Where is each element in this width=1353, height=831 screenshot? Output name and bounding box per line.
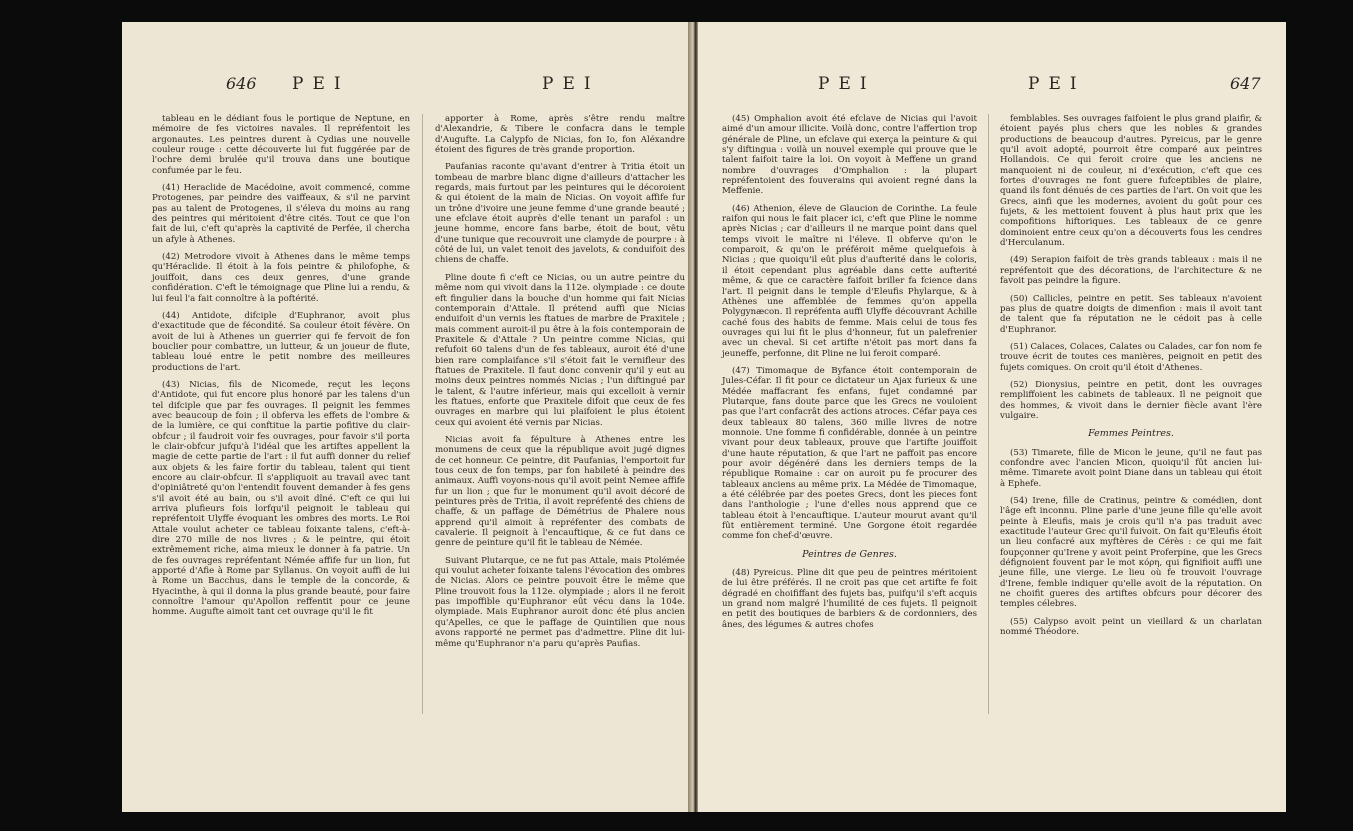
- paragraph: femblables. Ses ouvrages faifoient le plus grand plaifir, & étoient payés plus chers que les nobles & grandes productions de beaucoup d'autres. Pyreicus, par le genre qu'il avoit adopté, pourroit être comparé aux peintres Hollandois. Ce qui feroit croire que les anciens ne manquoient ni de couleur, ni d'exécution, c'eft que ces fortes d'ouvrages ne font guere fufceptibles de plaire, quand ils font dénués de ces parties de l'art. On voit que les Grecs, ainfi que les modernes, avoient du goût pour ces fujets, & les mettoient fouvent à plus haut prix que les compofitions hiftoriques. Les tableaux de ce genre dominoient entre ceux qu'on a découverts fous les cendres d'Herculanum.: [1000, 114, 1262, 249]
- paragraph: (44) Antidote, difciple d'Euphranor, avoit plus d'exactitude que de fécondité. Sa couleur étoit févère. On avoit de lui à Athenes un guerrier qui fe fervoit de fon bouclier pour combattre, un lutteur, & un joueur de flute, tableau loué entre le petit nombre des meilleures productions de l'art.: [152, 310, 410, 373]
- paragraph: Suivant Plutarque, ce ne fut pas Attale, mais Ptolémée qui voulut acheter foixante talens l'évocation des ombres de Nicias. Alors ce peintre pouvoit être le même que Pline trouvoit fous la 112e. olympiade ; alors il ne feroit pas impoffible qu'Euphranor eût vécu dans la 104e. olympiade. Mais Euphranor auroit donc été plus ancien qu'Apelles, ce que le paffage de Quintilien que nous avons rapporté ne permet pas d'admettre. Pline dit lui-même qu'Euphranor n'a paru qu'après Paufias.: [435, 555, 685, 649]
- paragraph: (46) Athenion, éleve de Glaucion de Corinthe. La feule raifon qui nous le fait placer ici, c'eft que Pline le nomme après Nicias ; car d'ailleurs il ne marque point dans quel temps vivoit le maître ni l'éleve. Il obferve qu'on le comparoit, & qu'on le préféroit même quelquefois à Nicias ; que quoiqu'il eût plus d'aufterité dans le coloris, il étoit cependant plus agréable dans cette aufterité même, & que ce caractère faifoit briller fa fcience dans l'art. Il peignit dans le temple d'Eleufis Phylarque, & à Athènes une affemblée de femmes qu'on appella Polygynæcon. Il repréfenta auffi Ulyffe découvrant Achille caché fous des habits de femme. Mais celui de tous fes ouvrages qui lui fit le plus d'honneur, fut un palefrenier avec un cheval. Si cet artifte n'étoit pas mort dans fa jeuneffe, perfonne, dit Pline ne lui feroit comparé.: [722, 203, 977, 359]
- paragraph: apporter à Rome, après s'être rendu maître d'Alexandrie, & Tibere le confacra dans le temple d'Augufte. La Calypfo de Nicias, fon Io, fon Aléxandre étoient des figures de très grande proportion.: [435, 114, 685, 156]
- left-page-number: 646: [226, 74, 257, 93]
- paragraph: (42) Metrodore vivoit à Athenes dans le même temps qu'Héraclide. Il étoit à la fois peintre & philofophe, & jouiffoit, dans ces deux genres, d'une grande confidération. C'eft le témoignage que Pline lui a rendu, & lui feul l'a fait connoître à la poftérité.: [152, 252, 410, 304]
- left-column-1: [152, 114, 410, 625]
- paragraph: (43) Nicias, fils de Nicomede, reçut les leçons d'Antidote, qui fut encore plus honoré par les talens d'un tel difciple que par fes ouvrages. Il peignit les femmes avec beaucoup de foin ; il obferva les effets de l'ombre & de la lumière, ce qui conftitue la partie pofitive du clair-obfcur ; il faudroit voir fes ouvrages, pour favoir s'il porta le clair-obfcur jufqu'à l'idéal que les artiftes appellent la magie de cette partie de l'art : il fut auffi donner du relief aux objets & les faire fortir du tableau, talent qui tient encore au clair-obfcur. Il s'appliquoit au travail avec tant d'opiniâtreté qu'on l'entendit fouvent demander à fes gens s'il avoit été au bain, ou s'il avoit dîné. C'eft ce qui lui arriva plufieurs fois lorfqu'il peignoit le tableau qui repréfentoit Ulyffe évoquant les ombres des morts. Le Roi Attale voulut acheter ce tableau foixante talens, c'eft-à-dire 270 mille de nos livres ; & le peintre, qui étoit extrêmement riche, aima mieux le donner à fa patrie. Un de fes ouvrages repréfentant Némée affife fur un lion, fut apporté d'Afie à Rome par Syllanus. On voyoit auffi de lui à Rome un Bacchus, dans le temple de la concorde, & Hyacinthe, à qui il donna la plus grande beauté, pour faire connoître l'amour qu'Apollon reffentit pour ce jeune homme. Augufte aimoit tant cet ouvrage qu'il le fit: [152, 379, 410, 618]
- left-running-head-col2: PEI: [542, 74, 600, 94]
- right-column-1: [722, 114, 977, 637]
- column-divider: [988, 114, 989, 714]
- left-column-2: [435, 114, 685, 656]
- right-page-number: 647: [1230, 74, 1261, 93]
- paragraph: (47) Timomaque de Byfance étoit contemporain de Jules-Céfar. Il fit pour ce dictateur un Ajax furieux & une Médée maffacrant fes enfans, fujet condamné par Plutarque, fans doute parce que les Grecs ne vouloient pas que l'art confacrât des actions atroces. Céfar paya ces deux tableaux 80 talens, 360 mille livres de notre monnoie. Une fomme fi confidérable, donnée à un peintre vivant pour deux tableaux, prouve que l'artifte jouiffoit d'une haute réputation, & que l'art ne paffoit pas encore pour avoir dégénéré dans les derniers temps de la république Romaine : car on auroit pu fe procurer des tableaux anciens au même prix. La Médée de Timomaque, a été célébrée par des poetes Grecs, dont les pieces font dans l'anthologie ; l'une d'elles nous apprend que ce tableau étoit à l'encauftique. L'auteur mourut avant qu'il fût entièrement terminé. Une Gorgone étoit regardée comme fon chef-d'œuvre.: [722, 365, 978, 542]
- paragraph: (49) Serapion faifoit de très grands tableaux : mais il ne repréfentoit que des décorations, de l'architecture & ne favoit pas peindre la figure.: [1000, 255, 1262, 287]
- paragraph: (52) Dionysius, peintre en petit, dont les ouvrages rempliffoient les cabinets de tableaux. Il ne peignoit que des hommes, & vivoit dans le dernier fiècle avant l'ère vulgaire.: [1000, 379, 1262, 421]
- paragraph: (53) Timarete, fille de Micon le jeune, qu'il ne faut pas confondre avec l'ancien Micon, quoiqu'il fût ancien lui-même. Timarete avoit point Diane dans un tableau qui étoit à Ephefe.: [1000, 447, 1262, 489]
- section-heading: Peintres de Genres.: [802, 548, 897, 560]
- right-column-2: [1000, 114, 1262, 644]
- section-heading: Femmes Peintres.: [1088, 428, 1174, 440]
- paragraph: Nicias avoit fa fépulture à Athenes entre les monumens de ceux que la république avoit jugé dignes de cet honneur. Ce peintre, dit Paufanias, l'emportoit fur tous ceux de fon temps, par fon habileté à peindre des animaux. Auffi voyons-nous qu'il avoit peint Nemee affife fur un lion ; que fur le monument qu'il avoit décoré de peintures près de Tritia, il avoit repréfenté des chiens de chaffe, & un paffage de Démétrius de Phalere nous apprend qu'il aimoit à repréfenter des combats de cavalerie. Il peignoit à l'encauftique, & ce fut dans ce genre de peinture qu'il fit le tableau de Némée.: [435, 434, 685, 549]
- right-running-head: PEI: [818, 74, 876, 94]
- paragraph: (50) Callicles, peintre en petit. Ses tableaux n'avoient pas plus de quatre doigts de dimenfion : mais il avoit tant de talent que fa réputation ne le cédoit pas à celle d'Euphranor.: [1000, 293, 1262, 335]
- paragraph: (45) Omphalion avoit été efclave de Nicias qui l'avoit aimé d'un amour illicite. Voilà donc, contre l'affertion trop générale de Pline, un efclave qui exerça la peinture & qui s'y diftingua : voilà un nouvel exemple qui prouve que le talent faifoit taire la loi. On voyoit à Meffene un grand nombre d'ouvrages d'Omphalion : la plupart repréfentoient des fouverains qui avoient regné dans la Meffenie.: [722, 114, 977, 197]
- column-divider: [422, 114, 423, 714]
- paragraph: (54) Irene, fille de Cratinus, peintre & comédien, dont l'âge eft inconnu. Pline parle d'une jeune fille qu'elle avoit peinte à Eleufis, mais je crois qu'il n'a pas traduit avec exactitude l'auteur Grec qu'il fuivoit. On fait qu'Eleufis étoit un lieu confacré aux myftères de Cérès : ce qui me fait foupçonner qu'Irene y avoit peint Proferpine, que les Grecs défignoient fouvent par le mot κόρη, qui fignifioit auffi une jeune fille, une vierge. Le lieu où fe trouvoit l'ouvrage d'Irene, femble indiquer qu'elle avoit de la réputation. On ne choifit gueres des artiftes obfcurs pour décorer des temples célebres.: [1000, 496, 1262, 610]
- left-page: [122, 22, 694, 812]
- paragraph: (48) Pyreicus. Pline dit que peu de peintres méritoient de lui être préférés. Il ne croit pas que cet artifte fe foit dégradé en choififfant des fujets bas, puifqu'il s'eft acquis un grand nom malgré l'humilité de ces fujets. Il peignoit en petit des boutiques de barbiers & de cordonniers, des ânes, des légumes & autres chofes: [722, 568, 977, 630]
- paragraph: (55) Calypso avoit peint un vieillard & un charlatan nommé Théodore.: [1000, 616, 1262, 638]
- paragraph: Paufanias raconte qu'avant d'entrer à Tritia étoit un tombeau de marbre blanc digne d'ailleurs d'attacher les regards, mais furtout par les peintures qui le décoroient & qui étoient de la main de Nicias. On voyoit affife fur un trône d'ivoire une jeune femme d'une grande beauté ; une efclave étoit auprès d'elle tenant un parafol : un jeune homme, encore fans barbe, étoit de bout, vêtu d'une tunique que recouvroit une clamyde de pourpre : à côté de lui, un valet tenoit des javelots, & conduifoit des chiens de chaffe.: [435, 162, 685, 266]
- right-running-head-col2: PEI: [1028, 74, 1086, 94]
- left-running-head: PEI: [292, 74, 350, 94]
- paragraph: (41) Heraclide de Macédoine, avoit commencé, comme Protogenes, par peindre des vaiffeaux, & s'il ne parvint pas au talent de Protogenes, il s'éleva du moins au rang des peintres qui méritoient d'être cités. Tout ce que l'on fait de lui, c'eft qu'après la captivité de Perfée, il chercha un afyle à Athenes.: [152, 183, 410, 245]
- paragraph: tableau en le dédiant fous le portique de Neptune, en mémoire de fes victoires navales. Il repréfentoit les argonautes. Les peintres durent à Cydias une nouvelle couleur rouge : cette découverte lui fut fuggérée par de l'ochre demi brulée qu'il trouva dans une boutique confumée par le feu.: [152, 114, 410, 176]
- paragraph: (51) Calaces, Colaces, Calates ou Calades, car fon nom fe trouve écrit de toutes ces manières, peignoit en petit des fujets comiques. On croit qu'il étoit d'Athenes.: [1000, 341, 1262, 373]
- right-page: [698, 22, 1286, 812]
- paragraph: Pline doute fi c'eft ce Nicias, ou un autre peintre du même nom qui vivoit dans la 112e. olympiade : ce doute eft fingulier dans la bouche d'un homme qui fait Nicias contemporain d'Attale. Il prétend auffi que Nicias enduifoit d'un vernis les ftatues de marbre de Praxitele ; mais comment auroit-il pu être à la fois contemporain de Praxitele & d'Attale ? Un peintre comme Nicias, qui refufoit 60 talens d'un de fes tableaux, auroit été d'une bien rare complaifance s'il s'étoit fait le vernifleur des ftatues de Praxitele. Il faut donc convenir qu'il y eut au moins deux peintres nommés Nicias ; l'un diftingué par le talent, & l'autre inférieur, mais qui excelloit à vernir les ftatues, enforte que Praxitele difoit que ceux de fes ouvrages en marbre qui lui plaifoient le plus étoient ceux qui avoient été vernis par Nicias.: [435, 272, 685, 428]
